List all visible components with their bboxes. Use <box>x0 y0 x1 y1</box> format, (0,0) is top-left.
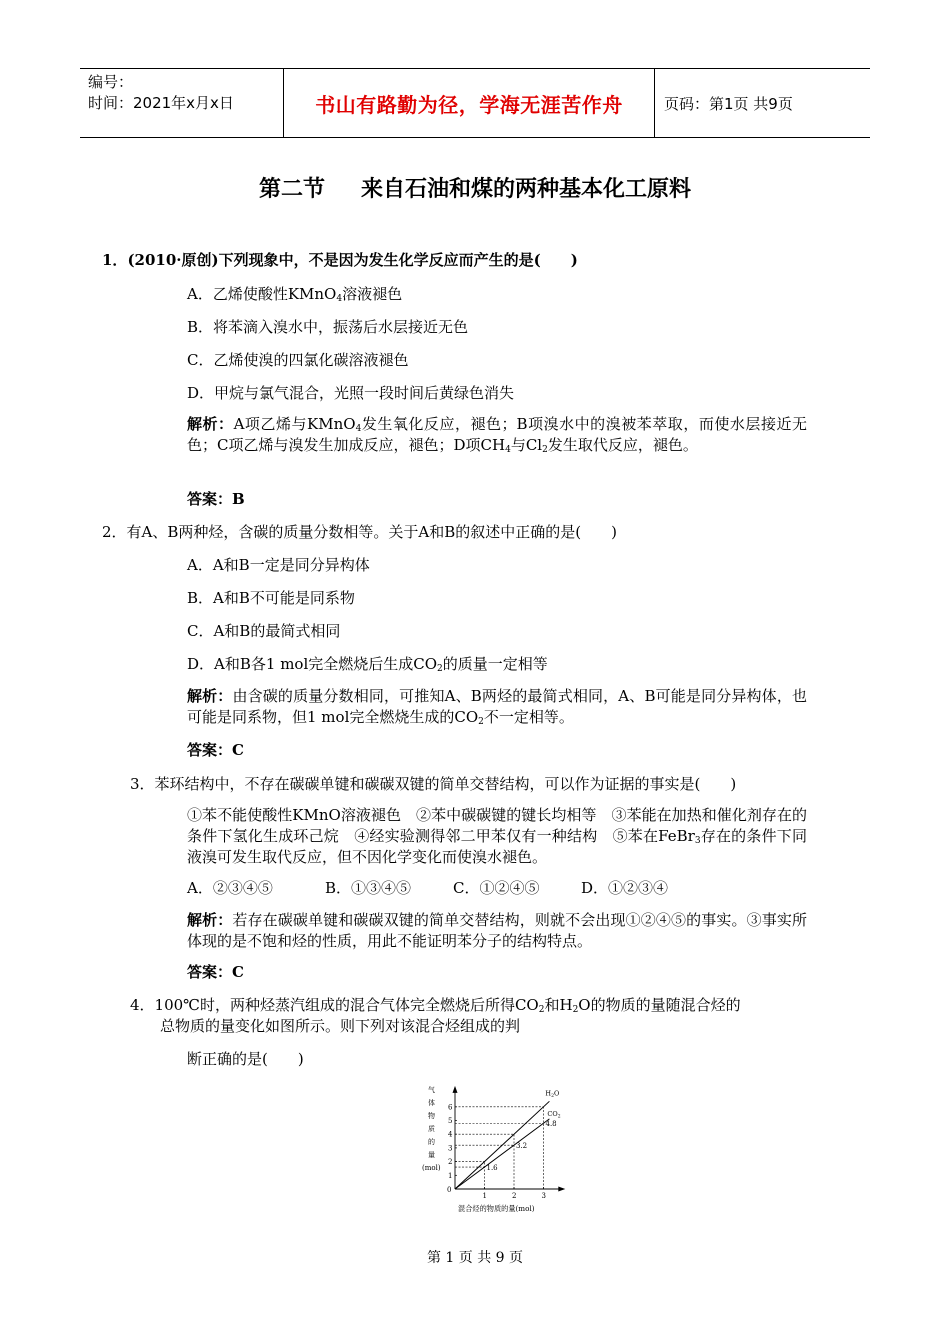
series-label-co2: $CO_2$ <box>547 1109 561 1120</box>
q3-stem: 3．苯环结构中，不存在碳碳单键和碳碳双键的简单交替结构，可以作为证据的事实是( ) <box>130 775 737 793</box>
page-footer: 第 1 页 共 9 页 <box>426 1250 524 1266</box>
q1-option-d: D．甲烷与氯气混合，光照一段时间后黄绿色消失 <box>187 384 515 402</box>
y-axis-arrow <box>453 1086 458 1093</box>
q2-option-d: D．A和B各1 mol完全燃烧后生成$CO_2$的质量一定相等 <box>187 655 548 674</box>
section-name: 来自石油和煤的两种基本化工原料 <box>361 177 692 202</box>
y-tick-label: 5 <box>448 1117 453 1125</box>
page-header <box>80 68 870 138</box>
y-axis-label-char: 气 <box>428 1086 435 1094</box>
q3-analysis: 解析：若存在碳碳单键和碳碳双键的简单交替结构，则就不会出现①②④⑤的事实。③事实所体现的是不饱和烃的性质，用此不能证明苯分子的结构特点。 <box>187 911 807 950</box>
x-axis-arrow <box>558 1187 565 1192</box>
q1-option-a: A．乙烯使酸性KMnO$_4$溶液褪色 <box>187 285 403 304</box>
section-label: 第二节 <box>258 177 325 202</box>
q3-option-d: D．①②③④ <box>581 879 669 897</box>
x-tick-label: 1 <box>482 1192 487 1200</box>
header-meta <box>80 69 283 137</box>
q3-option-c: C．①②④⑤ <box>453 879 540 897</box>
y-tick-label: 1 <box>448 1171 453 1180</box>
header-motto: 书山有路勤为径，学海无涯苦作舟 <box>283 69 655 137</box>
q1-option-c: C．乙烯使溴的四氯化碳溶液褪色 <box>187 351 409 369</box>
x-tick-label: 3 <box>541 1192 546 1200</box>
y-axis-label-char: 的 <box>428 1138 435 1146</box>
header-page-info: 页码：第1页 共9页 <box>664 94 793 113</box>
q2-answer: 答案：C <box>187 741 244 759</box>
y-axis-label-char: 质 <box>428 1125 435 1133</box>
y-axis-label-char: (mol) <box>422 1164 441 1172</box>
annotation-label: 1.6 <box>486 1164 498 1173</box>
y-tick-label: 6 <box>448 1103 453 1112</box>
q1-option-b: B．将苯滴入溴水中，振荡后水层接近无色 <box>187 318 469 336</box>
annotation-label: 4.8 <box>545 1120 557 1129</box>
q1-answer: 答案：B <box>187 490 245 508</box>
y-tick-label: 3 <box>448 1144 453 1153</box>
x-tick-label: 2 <box>512 1192 517 1200</box>
q3-option-b: B．①③④⑤ <box>325 879 412 897</box>
origin-label: 0 <box>447 1186 452 1194</box>
q3-answer: 答案：C <box>187 963 244 981</box>
x-axis-label: 混合烃的物质的量(mol) <box>458 1204 535 1213</box>
q4-stem-line3: 断正确的是( ) <box>187 1050 304 1068</box>
q3-option-a: A．②③④⑤ <box>187 879 273 897</box>
q1-stem: 1．(2010·原创)下列现象中，不是因为发生化学反应而产生的是( ) <box>102 251 578 269</box>
time-label: 时间：2021年x月x日 <box>88 94 234 112</box>
q4-chart <box>418 1080 578 1220</box>
q2-option-a: A．A和B一定是同分异构体 <box>187 556 370 574</box>
q1-analysis: 解析：A项乙烯与KMnO$_4$发生氧化反应，褪色；B项溴水中的溴被苯萃取，而使水层接近无色；C项乙烯与溴发生加成反应，褪色；D项$CH_4$与$Cl_2$发生取代反应，褪色。 <box>187 415 807 455</box>
q2-option-c: C．A和B的最简式相同 <box>187 622 341 640</box>
q3-facts: ①苯不能使酸性KMnO溶液褪色 ②苯中碳碳键的键长均相等 ③苯能在加热和催化剂存在的条件下氢化生成环己烷 ④经实验测得邻二甲苯仅有一种结构 ⑤苯在FeBr$_3$存在的条件下同液溴可发生取代反应，但不因化学变化而使溴水褪色。 <box>187 806 807 866</box>
y-axis-label-char: 体 <box>428 1099 435 1107</box>
q2-stem: 2．有A、B两种烃，含碳的质量分数相等。关于A和B的叙述中正确的是( ) <box>102 523 617 541</box>
q4-stem-line1: 4．100℃时，两种烃蒸汽组成的混合气体完全燃烧后所得$CO_2$和$H_2O$的物质的量随混合烃的 <box>130 996 741 1015</box>
y-tick-label: 4 <box>448 1130 453 1139</box>
y-axis-label-char: 物 <box>428 1112 435 1120</box>
number-label: 编号： <box>88 73 134 91</box>
q2-option-b: B．A和B不可能是同系物 <box>187 589 355 607</box>
y-axis-label-char: 量 <box>428 1151 435 1159</box>
y-tick-label: 2 <box>448 1158 453 1167</box>
series-label-h2o: $H_2O$ <box>545 1089 560 1099</box>
series-line-co2 <box>455 1119 549 1189</box>
page-title <box>0 172 950 203</box>
annotation-label: 3.2 <box>516 1142 528 1151</box>
q4-stem-line2: 总物质的量变化如图所示。则下列对该混合烃组成的判 <box>160 1017 521 1035</box>
q2-analysis: 解析：由含碳的质量分数相同，可推知A、B两烃的最简式相同，A、B可能是同分异构体，也可能是同系物，但1 mol完全燃烧生成的$CO_2$不一定相等。 <box>187 687 807 727</box>
q3-options <box>187 878 668 899</box>
